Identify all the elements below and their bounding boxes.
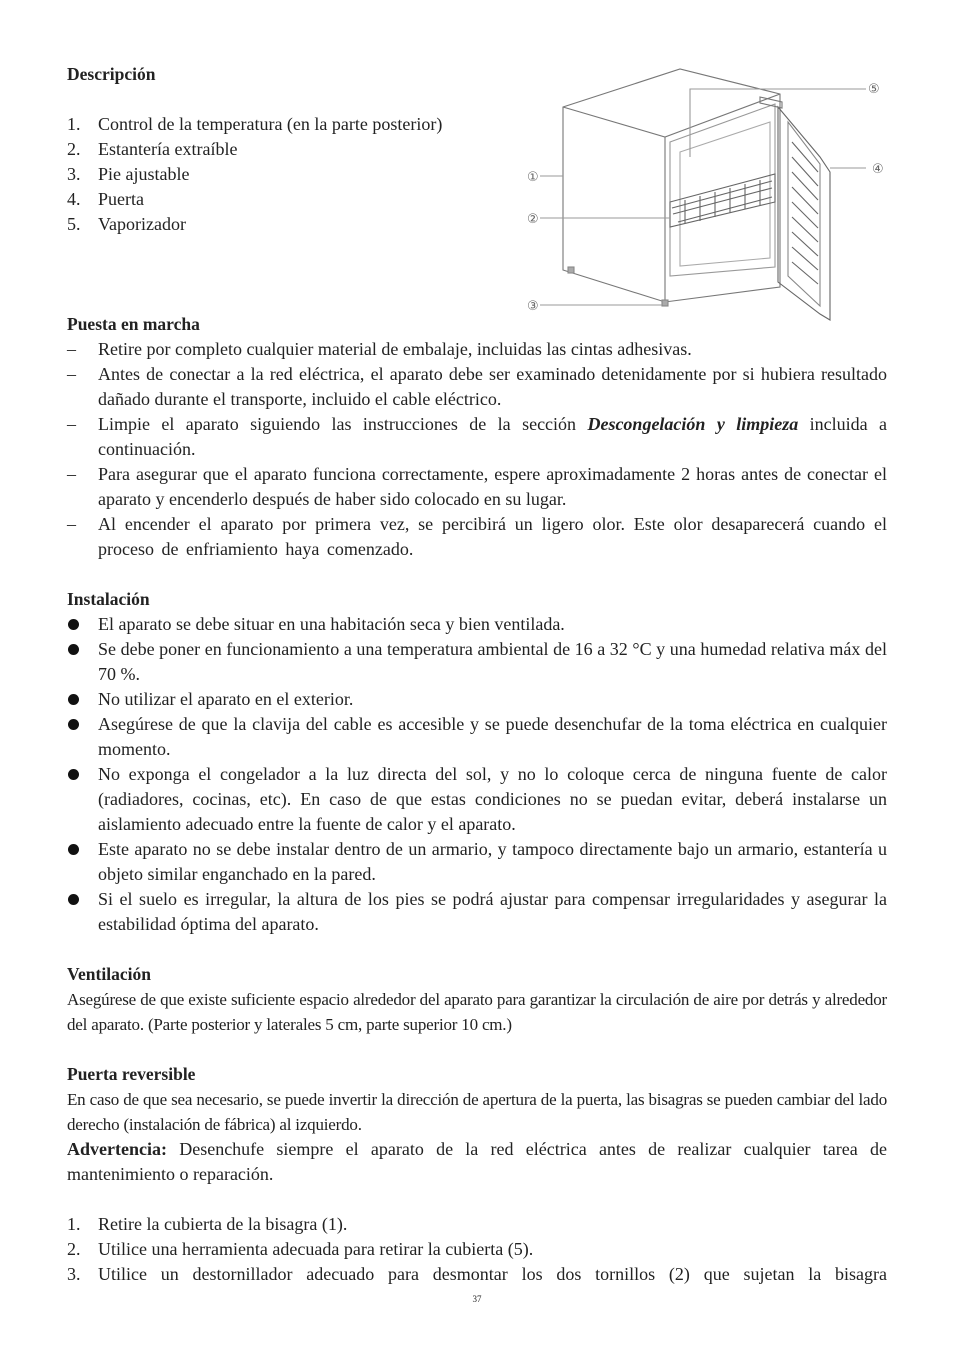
list-item: 2. Estantería extraíble xyxy=(67,139,238,159)
list-item: Asegúrese de que la clavija del cable es accesible y se puede desenchufar de la toma eléctrica en cualquier momento. xyxy=(67,712,887,762)
list-item: Se debe poner en funcionamiento a una temperatura ambiental de 16 a 32 °C y una humedad relativa máx del 70 %. xyxy=(67,637,887,687)
callout-3: ③ xyxy=(527,299,539,314)
list-item: – Retire por completo cualquier material de embalaje, incluidas las cintas adhesivas. xyxy=(67,339,692,359)
list-item: 1. Retire la cubierta de la bisagra (1). xyxy=(67,1214,348,1234)
descripcion-list xyxy=(67,112,887,237)
list-item: 4. Puerta xyxy=(67,189,144,209)
list-item: 3. Utilice un destornillador adecuado para desmontar los dos tornillos (2) que sujetan la bisagra xyxy=(67,1264,887,1284)
list-item: Este aparato no se debe instalar dentro de un armario, y tampoco directamente bajo un armario, estantería u objeto similar enganchado en la pared. xyxy=(67,837,887,887)
callout-2: ② xyxy=(527,212,539,227)
ventilacion-heading: Ventilación xyxy=(67,964,151,984)
puerta-heading: Puerta reversible xyxy=(67,1064,196,1084)
list-item: 2. Utilice una herramienta adecuada para retirar la cubierta (5). xyxy=(67,1239,534,1259)
list-item: – Antes de conectar a la red eléctrica, el aparato debe ser examinado detenidamente por si hubiera resultado dañado durante el transporte, incluido el cable eléctrico. xyxy=(67,364,887,409)
descripcion-heading: Descripción xyxy=(67,64,156,84)
list-item: El aparato se debe situar en una habitación seca y bien ventilada. xyxy=(67,612,887,637)
list-item: 3. Pie ajustable xyxy=(67,164,190,184)
list-item: – Limpie el aparato siguiendo las instrucciones de la sección Descongelación y limpieza incluida a continuación. xyxy=(67,414,888,459)
callout-1: ① xyxy=(527,170,539,185)
puesta-list xyxy=(67,337,887,562)
bullet-icon xyxy=(68,644,79,655)
puerta-text: En caso de que sea necesario, se puede invertir la dirección de apertura de la puerta, las bisagras se pueden cambiar del lado derecho (instalación de fábrica) al izquierdo. xyxy=(67,1090,887,1134)
warning-paragraph: Advertencia: Desenchufe siempre el aparato de la red eléctrica antes de realizar cualquier tarea de mantenimiento o reparación. xyxy=(67,1139,887,1184)
callout-5: ⑤ xyxy=(868,82,880,97)
list-item: 5. Vaporizador xyxy=(67,214,186,234)
callout-4: ④ xyxy=(872,162,884,177)
bullet-icon xyxy=(68,694,79,705)
puesta-heading: Puesta en marcha xyxy=(67,314,200,334)
list-item: No exponga el congelador a la luz directa del sol, y no lo coloque cerca de ninguna fuente de calor (radiadores, cocinas, etc). En caso de que estas condiciones no se puedan evitar, deberá instalarse un aislamiento adecuado entre la fuente de calor y el aparato. xyxy=(67,762,887,837)
bullet-icon xyxy=(68,719,79,730)
list-item: 1. Control de la temperatura (en la parte posterior) xyxy=(67,114,443,134)
instalacion-heading: Instalación xyxy=(67,589,150,609)
page-number: 37 xyxy=(472,1294,482,1304)
list-item: – Para asegurar que el aparato funciona correctamente, espere aproximadamente 2 horas antes de conectar el aparato y encenderlo después de haber sido colocado en su lugar. xyxy=(67,464,887,509)
puerta-steps xyxy=(67,1212,887,1287)
page-content xyxy=(67,0,887,1287)
bullet-icon xyxy=(68,769,79,780)
bullet-icon xyxy=(68,844,79,855)
instalacion-list xyxy=(67,612,887,937)
section-reference: Descongelación y limpieza xyxy=(587,414,799,434)
bullet-icon xyxy=(68,894,79,905)
list-item: – Al encender el aparato por primera vez, se percibirá un ligero olor. Este olor desaparecerá cuando el proceso de enfriamiento haya comenzado. xyxy=(67,514,887,559)
bullet-icon xyxy=(68,619,79,630)
ventilacion-text: Asegúrese de que existe suficiente espacio alrededor del aparato para garantizar la circulación de aire por detrás y alrededor del aparato. (Parte posterior y laterales 5 cm, parte superior 10 cm.) xyxy=(67,990,887,1034)
list-item: Si el suelo es irregular, la altura de los pies se podrá ajustar para compensar irregularidades y asegurar la estabilidad óptima del aparato. xyxy=(67,887,887,937)
warning-label: Advertencia: xyxy=(67,1139,167,1159)
list-item: No utilizar el aparato en el exterior. xyxy=(67,687,887,712)
